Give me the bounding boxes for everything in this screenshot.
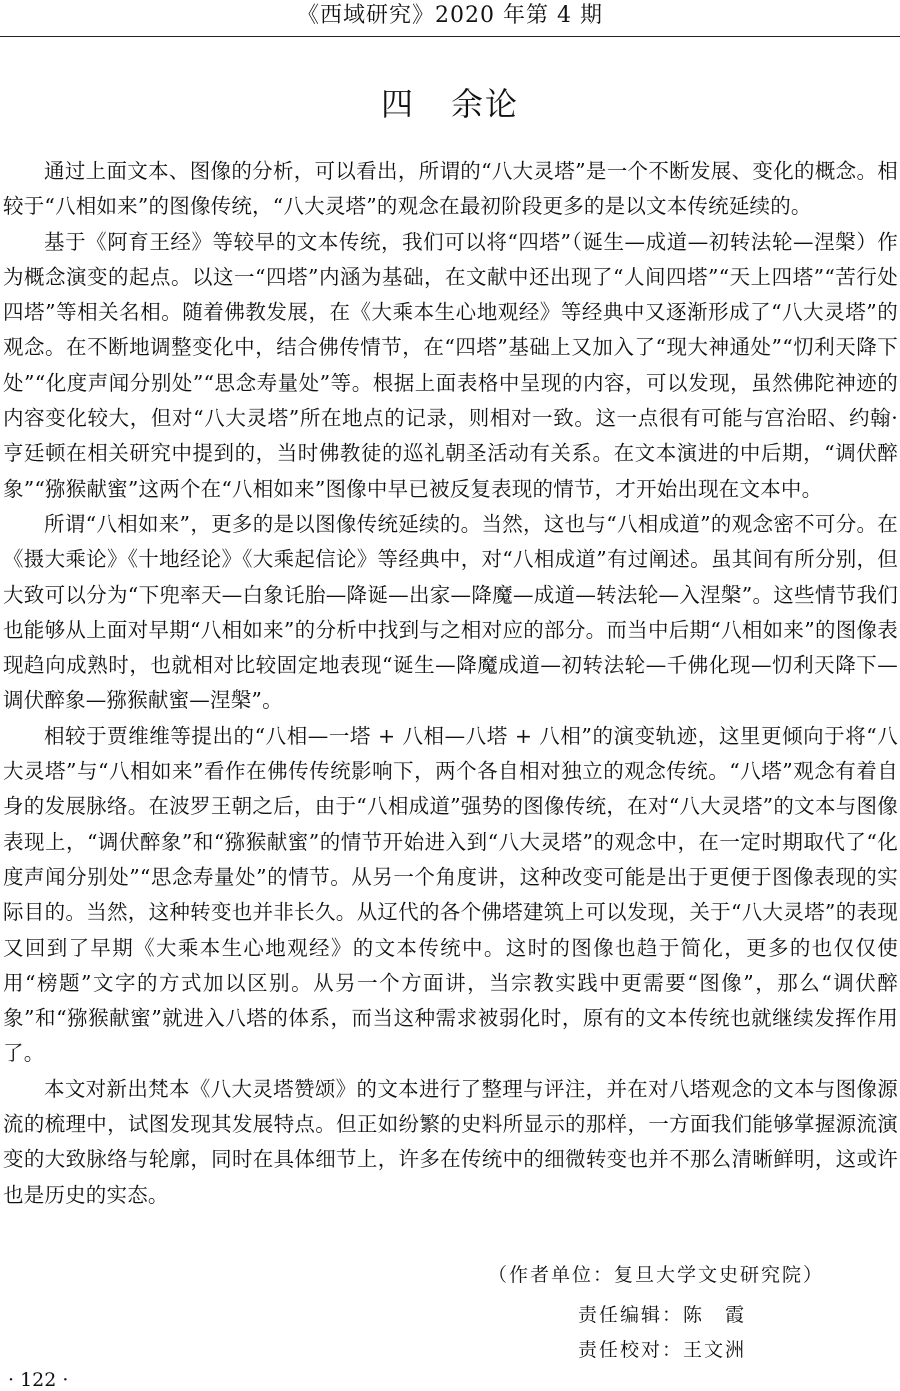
paragraph: 通过上面文本、图像的分析，可以看出，所谓的“八大灵塔”是一个不断发展、变化的概念。相较于“八相如来”的图像传统，“八大灵塔”的观念在最初阶段更多的是以文本传统延续的。: [3, 159, 898, 219]
running-header: 《西域研究》2020 年第 4 期: [297, 3, 603, 28]
paragraph: 基于《阿育王经》等较早的文本传统，我们可以将“四塔”（诞生—成道—初转法轮—涅槃）作为概念演变的起点。以这一“四塔”内涵为基础，在文献中还出现了“人间四塔”“天上四塔”“苦行处四塔”等相关名相。随着佛教发展，在《大乘本生心地观经》等经典中又逐渐形成了“八大灵塔”的观念。在不断地调整变化中，结合佛传情节，在“四塔”基础上又加入了“现大神通处”“忉利天降下处”“化度声闻分别处”“思念寿量处”等。根据上面表格中呈现的内容，可以发现，虽然佛陀神迹的内容变化较大，但对“八大灵塔”所在地点的记录，则相对一致。这一点很有可能与宫治昭、约翰·亨廷顿在相关研究中提到的，当时佛教徒的巡礼朝圣活动有关系。在文本演进的中后期，“调伏醉象”“猕猴献蜜”这两个在“八相如来”图像中早已被反复表现的情节，才开始出现在文本中。: [3, 229, 898, 501]
responsible-proofreader: 责任校对：王文洲: [578, 1339, 747, 1361]
author-affiliation: （作者单位：复旦大学文史研究院）: [488, 1264, 825, 1286]
paragraph: 所谓“八相如来”，更多的是以图像传统延续的。当然，这也与“八相成道”的观念密不可分。在《摄大乘论》《十地经论》《大乘起信论》等经典中，对“八相成道”有过阐述。虽其间有所分别，但大致可以分为“下兜率天—白象讬胎—降诞—出家—降魔—成道—转法轮—入涅槃”。这些情节我们也能够从上面对早期“八相如来”的分析中找到与之相对应的部分。而当中后期“八相如来”的图像表现趋向成熟时，也就相对比较固定地表现“诞生—降魔成道—初转法轮—千佛化现—忉利天降下—调伏醉象—猕猴献蜜—涅槃”。: [3, 511, 898, 713]
section-heading: 余论: [451, 85, 520, 123]
body-text: [3, 154, 898, 1213]
responsible-editor: 责任编辑：陈 霞: [578, 1304, 747, 1326]
page-number: · 122 ·: [8, 1369, 69, 1391]
section-title: [0, 82, 900, 126]
header-rule: [0, 36, 900, 37]
paragraph: 本文对新出梵本《八大灵塔赞颂》的文本进行了整理与评注，并在对八塔观念的文本与图像源流的梳理中，试图发现其发展特点。但正如纷繁的史料所显示的那样，一方面我们能够掌握源流演变的大致脉络与轮廓，同时在具体细节上，许多在传统中的细微转变也并不那么清晰鲜明，这或许也是历史的实态。: [3, 1076, 898, 1207]
paragraph: 相较于贾维维等提出的“八相—一塔 + 八相—八塔 + 八相”的演变轨迹，这里更倾向于将“八大灵塔”与“八相如来”看作在佛传传统影响下，两个各自相对独立的观念传统。“八塔”观念有着自身的发展脉络。在波罗王朝之后，由于“八相成道”强势的图像传统，在对“八大灵塔”的文本与图像表现上，“调伏醉象”和“猕猴献蜜”的情节开始进入到“八大灵塔”的观念中，在一定时期取代了“化度声闻分别处”“思念寿量处”的情节。从另一个角度讲，这种改变可能是出于更便于图像表现的实际目的。当然，这种转变也并非长久。从辽代的各个佛塔建筑上可以发现，关于“八大灵塔”的表现又回到了早期《大乘本生心地观经》的文本传统中。这时的图像也趋于简化，更多的也仅仅使用“榜题”文字的方式加以区别。从另一个方面讲，当宗教实践中更需要“图像”，那么“调伏醉象”和“猕猴献蜜”就进入八塔的体系，而当这种需求被弱化时，原有的文本传统也就继续发挥作用了。: [3, 723, 898, 1066]
section-number: 四: [380, 85, 415, 123]
